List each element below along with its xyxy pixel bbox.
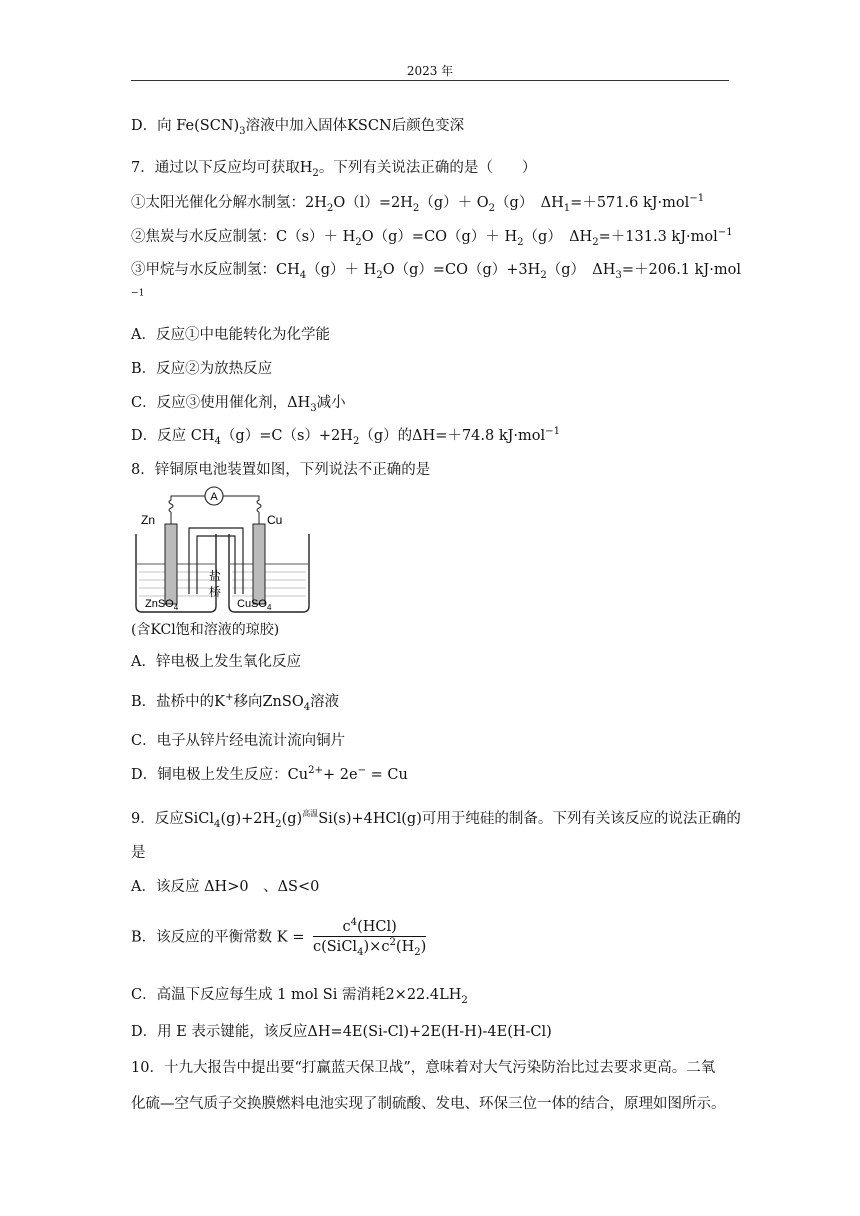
reaction-arrow: 高温: [302, 809, 319, 818]
header-rule: [131, 80, 729, 81]
equilibrium-fraction: $\frac{c^4(HCl)}{c(SiCl_4)\times c^2(H_2)}$: [312, 917, 427, 958]
cu-label: Cu: [267, 513, 283, 527]
q8-option-b: B．盐桥中的K+移向ZnSO$_4$溶液: [131, 692, 340, 713]
bridge-label-2: 桥: [209, 585, 222, 599]
q8-option-a: A．锌电极上发生氧化反应: [131, 654, 301, 670]
q7-reaction-3: ③甲烷与水反应制氢：$CH_4(g)+ H_2O(g)=CO(g)+3H_2(g)$ $\Delta H_3=+206.1$ kJ·mol: [131, 262, 741, 281]
q7-reaction-3-unit: −1: [131, 288, 145, 299]
figure-caption: (含KCl饱和溶液的琼胶): [131, 622, 280, 638]
zn-label: Zn: [141, 513, 156, 527]
q9-option-d: D．用 E 表示键能，该反应ΔH=4E(Si-Cl)+2E(H-H)-4E(H-Cl): [131, 1024, 552, 1040]
q7-stem: 7．通过以下反应均可获取$H_2$。下列有关说法正确的是（ ）: [131, 160, 537, 179]
page-header: 2023 年: [406, 64, 454, 78]
left-solution-label: ZnSO$_4$: [145, 598, 179, 612]
galvanic-cell-figure: [131, 484, 311, 614]
q8-stem: 8．锌铜原电池装置如图，下列说法不正确的是: [131, 462, 431, 478]
q7-option-c: C．反应③使用催化剂，$\Delta H_3$减小: [131, 395, 346, 414]
q9-stem: 9．反应$SiCl_4(g)+2H_2(g)^{高温}Si(s)+4HCl(g)$可用于纯硅的制备。下列有关该反应的说法正确的: [131, 804, 731, 829]
q10-stem-1: 10．十九大报告中提出要“打赢蓝天保卫战”，意味着对大气污染防治比过去要求更高。二氧: [131, 1060, 716, 1076]
q9-stem-cont: 是: [131, 845, 146, 861]
q7-reaction-2: ②焦炭与水反应制氢：$C(s)+ H_2O(g)=CO(g)+ H_2(g)$ $\Delta H_2=+131.3$ kJ·mol$^{-1}$: [131, 227, 733, 248]
q7-option-a: A．反应①中电能转化为化学能: [131, 327, 330, 343]
q8-option-c: C．电子从锌片经电流计流向铜片: [131, 733, 346, 749]
bridge-label-1: 盐: [209, 569, 222, 583]
q10-stem-2: 化硫—空气质子交换膜燃料电池实现了制硫酸、发电、环保三位一体的结合，原理如图所示。: [131, 1096, 726, 1112]
q7-reaction-1: ①太阳光催化分解水制氢：$2H_2O(l)=2H_2(g)+ O_2(g)$ $\Delta H_1=+571.6$ kJ·mol$^{-1}$: [131, 193, 705, 214]
q8-option-d: D．铜电极上发生反应：$Cu^{2+}+ 2e^- = Cu$: [131, 765, 408, 783]
right-solution-label: CuSO$_4$: [237, 598, 272, 612]
q9-option-b: B．该反应的平衡常数 K = $\frac{c^4(HCl)}{c(SiCl_4)\times c^2(H_2)}$: [131, 917, 427, 958]
q6-option-d: D．向 $Fe(SCN)_3$溶液中加入固体KSCN后颜色变深: [131, 118, 465, 137]
ammeter-label: A: [210, 491, 218, 503]
q7-option-b: B．反应②为放热反应: [131, 361, 273, 377]
q9-option-a: A．该反应 ΔH>0 、ΔS<0: [131, 879, 320, 895]
q7-option-d: D．反应 $CH_4(g)=C(s)+2H_2(g)$的ΔH=＋74.8 kJ·mol$^{-1}$: [131, 426, 561, 447]
q9-option-c: C．高温下反应每生成 1 mol Si 需消耗$2\times 22.4LH_2$: [131, 987, 468, 1006]
